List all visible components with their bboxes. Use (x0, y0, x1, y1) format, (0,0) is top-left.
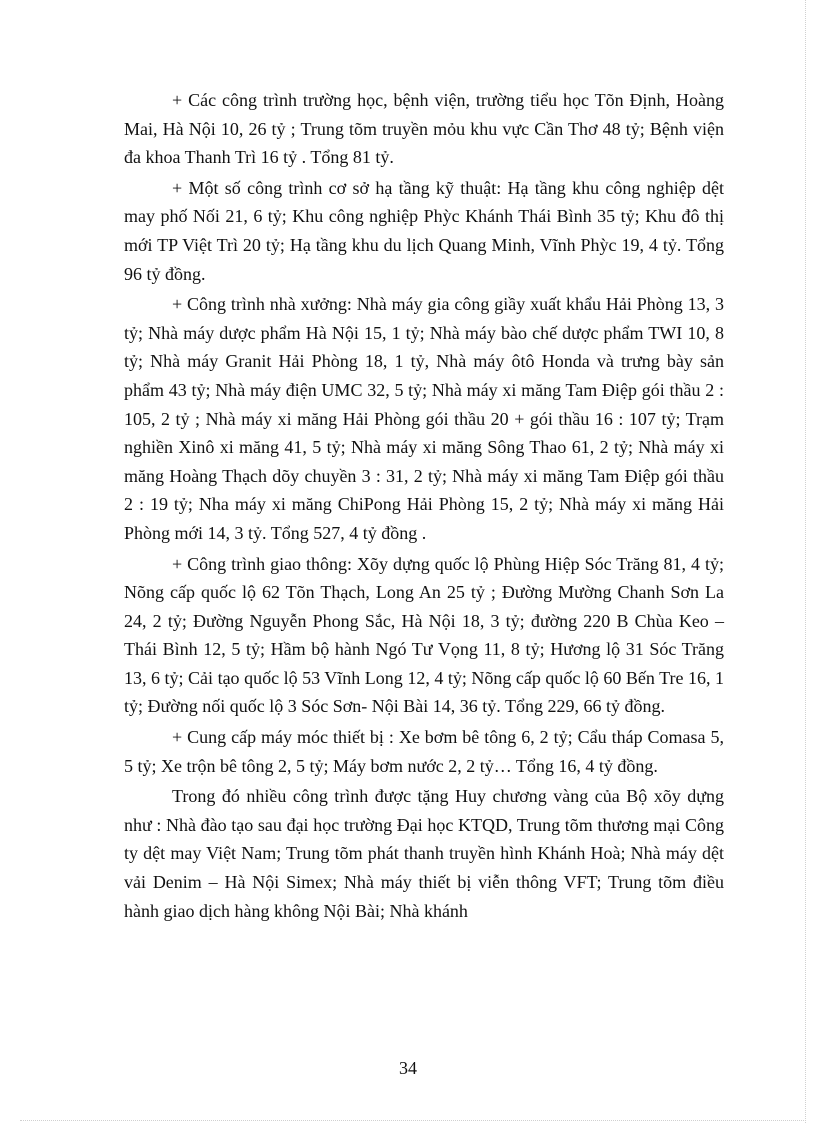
paragraph-factories: + Công trình nhà xưởng: Nhà máy gia công giầy xuất khẩu Hải Phòng 13, 3 tỷ; Nhà máy dược phẩm Hà Nội 15, 1 tỷ; Nhà máy bào chế dược phẩm TWI 10, 8 tỷ; Nhà máy Granit Hải Phòng 18, 1 tỷ, Nhà máy ôtô Honda và trưng bày sản phẩm 43 tỷ; Nhà máy điện UMC 32, 5 tỷ; Nhà máy xi măng Tam Điệp gói thầu 2 : 105, 2 tỷ ; Nhà máy xi măng Hải Phòng gói thầu 20 + gói thầu 16 : 107 tỷ; Trạm nghiền Xinô xi măng 41, 5 tỷ; Nhà máy xi măng Sông Thao 61, 2 tỷ; Nhà máy xi măng Hoàng Thạch dõy chuyền 3 : 31, 2 tỷ; Nhà máy xi măng Tam Điệp gói thầu 2 : 19 tỷ; Nha máy xi măng ChiPong Hải Phòng 15, 2 tỷ; Nhà máy xi măng Hải Phòng mới 14, 3 tỷ. Tổng 527, 4 tỷ đồng . (124, 294, 724, 543)
paragraph-awards: Trong đó nhiều công trình được tặng Huy chương vàng của Bộ xõy dựng như : Nhà đào tạo sau đại học trường Đại học KTQD, Trung tõm thương mại Công ty dệt may Việt Nam; Trung tõm phát thanh truyền hình Khánh Hoà; Nhà máy dệt vải Denim – Hà Nội Simex; Nhà máy thiết bị viễn thông VFT; Trung tõm điều hành giao dịch hàng không Nội Bài; Nhà khánh (124, 786, 724, 921)
paragraph-infrastructure: + Một số công trình cơ sở hạ tầng kỹ thuật: Hạ tầng khu công nghiệp dệt may phố Nối 21, 6 tỷ; Khu công nghiệp Phỳc Khánh Thái Bình 35 tỷ; Khu đô thị mới TP Việt Trì 20 tỷ; Hạ tầng khu du lịch Quang Minh, Vĩnh Phỳc 19, 4 tỷ. Tổng 96 tỷ đồng. (124, 177, 724, 284)
paragraph-schools-hospitals: + Các công trình trường học, bệnh viện, trường tiểu học Tõn Định, Hoàng Mai, Hà Nội 10, 26 tỷ ; Trung tõm truyền mỏu khu vực Cần Thơ 48 tỷ; Bệnh viện đa khoa Thanh Trì 16 tỷ . Tổng 81 tỷ. (124, 90, 724, 168)
page-border-bottom (20, 1120, 806, 1121)
page-border-right (805, 0, 806, 1123)
paragraph-transport: + Công trình giao thông: Xõy dựng quốc lộ Phùng Hiệp Sóc Trăng 81, 4 tỷ; Nõng cấp quốc lộ 62 Tõn Thạch, Long An 25 tỷ ; Đường Mường Chanh Sơn La 24, 2 tỷ; Đường Nguyễn Phong Sắc, Hà Nội 18, 3 tỷ; đường 220 B Chùa Keo – Thái Bình 12, 5 tỷ; Hầm bộ hành Ngó Tư Vọng 11, 8 tỷ; Hương lộ 31 Sóc Trăng 13, 6 tỷ; Cải tạo quốc lộ 53 Vĩnh Long 12, 4 tỷ; Nõng cấp quốc lộ 60 Bến Tre 16, 1 tỷ; Đường nối quốc lộ 3 Sóc Sơn- Nội Bài 14, 36 tỷ. Tổng 229, 66 tỷ đồng. (124, 553, 724, 717)
body-text (124, 86, 724, 927)
page-number: 34 (399, 1058, 417, 1078)
paragraph-equipment: + Cung cấp máy móc thiết bị : Xe bơm bê tông 6, 2 tỷ; Cẩu tháp Comasa 5, 5 tỷ; Xe trộn bê tông 2, 5 tỷ; Máy bơm nước 2, 2 tỷ… Tổng 16, 4 tỷ đồng. (124, 727, 724, 776)
